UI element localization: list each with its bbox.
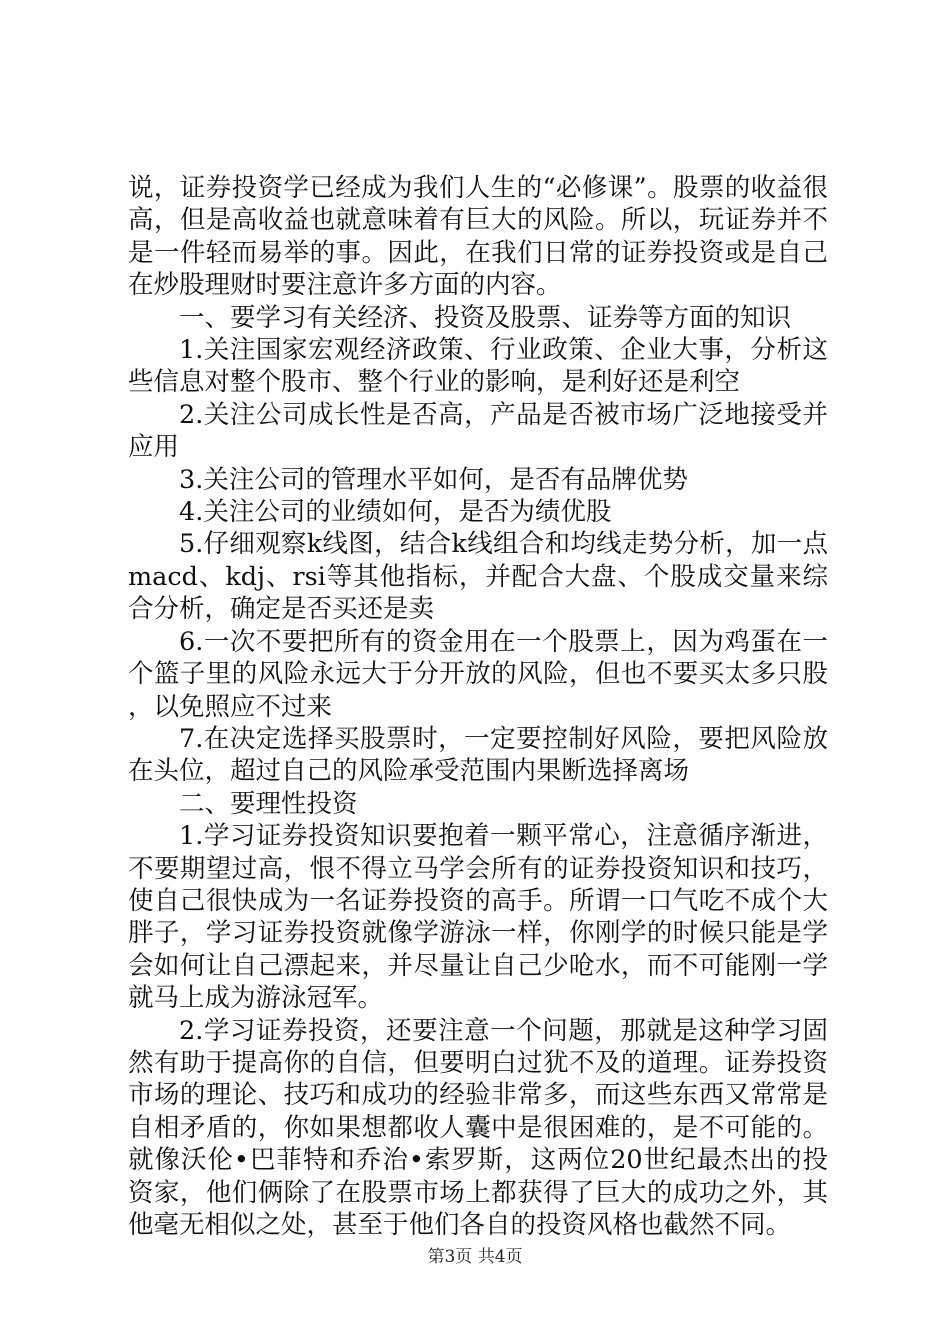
paragraph-0: 说，证券投资学已经成为我们人生的“必修课”。股票的收益很高，但是高收益也就意味着有巨大的风险。所以，玩证券并不是一件轻而易举的事。因此，在我们日常的证券投资或是自己在炒股理财时要注意许多方面的内容。 <box>128 173 828 301</box>
list-item-2-1: 1.学习证券投资知识要抱着一颗平常心，注意循序渐进，不要期望过高，恨不得立马学会所有的证券投资知识和技巧，使自己很快成为一名证券投资的高手。所谓一口气吃不成个大胖子，学习证券投资就像学游泳一样，你刚学的时候只能是学会如何让自己漂起来，并尽量让自己少呛水，而不可能刚一学就马上成为游泳冠军。 <box>128 821 828 1014</box>
list-item-1-6: 6.一次不要把所有的资金用在一个股票上，因为鸡蛋在一个篮子里的风险永远大于分开放的风险，但也不要买太多只股，以免照应不过来 <box>128 626 828 722</box>
list-item-2-2: 2.学习证券投资，还要注意一个问题，那就是这种学习固然有助于提高你的自信，但要明白过犹不及的道理。证券投资市场的理论、技巧和成功的经验非常多，而这些东西又常常是自相矛盾的，你如果想都收人囊中是很困难的，是不可能的。就像沃伦•巴菲特和乔治•索罗斯，这两位20世纪最杰出的投资家，他们俩除了在股票市场上都获得了巨大的成功之外，其他毫无相似之处，甚至于他们各自的投资风格也截然不同。 <box>128 1015 828 1240</box>
page-number-footer: 第3页 共4页 <box>427 1247 523 1267</box>
list-item-1-3: 3.关注公司的管理水平如何，是否有品牌优势 <box>179 464 688 495</box>
list-item-1-1: 1.关注国家宏观经济政策、行业政策、企业大事，分析这些信息对整个股市、整个行业的影响，是利好还是利空 <box>128 335 828 398</box>
heading-section-2: 二、要理性投资 <box>179 788 358 819</box>
list-item-1-7: 7.在决定选择买股票时，一定要控制好风险，要把风险放在头位，超过自己的风险承受范围内果断选择离场 <box>128 723 828 787</box>
list-item-1-2: 2.关注公司成长性是否高，产品是否被市场广泛地接受并应用 <box>128 399 828 463</box>
list-item-1-4: 4.关注公司的业绩如何，是否为绩优股 <box>179 497 612 528</box>
document-body <box>128 172 828 1241</box>
list-item-1-5: 5.仔细观察k线图，结合k线组合和均线走势分析，加一点macd、kdj、rsi等其他指标，并配合大盘、个股成交量来综合分析，确定是否买还是卖 <box>128 529 828 625</box>
heading-section-1: 一、要学习有关经济、投资及股票、证券等方面的知识 <box>179 302 792 333</box>
